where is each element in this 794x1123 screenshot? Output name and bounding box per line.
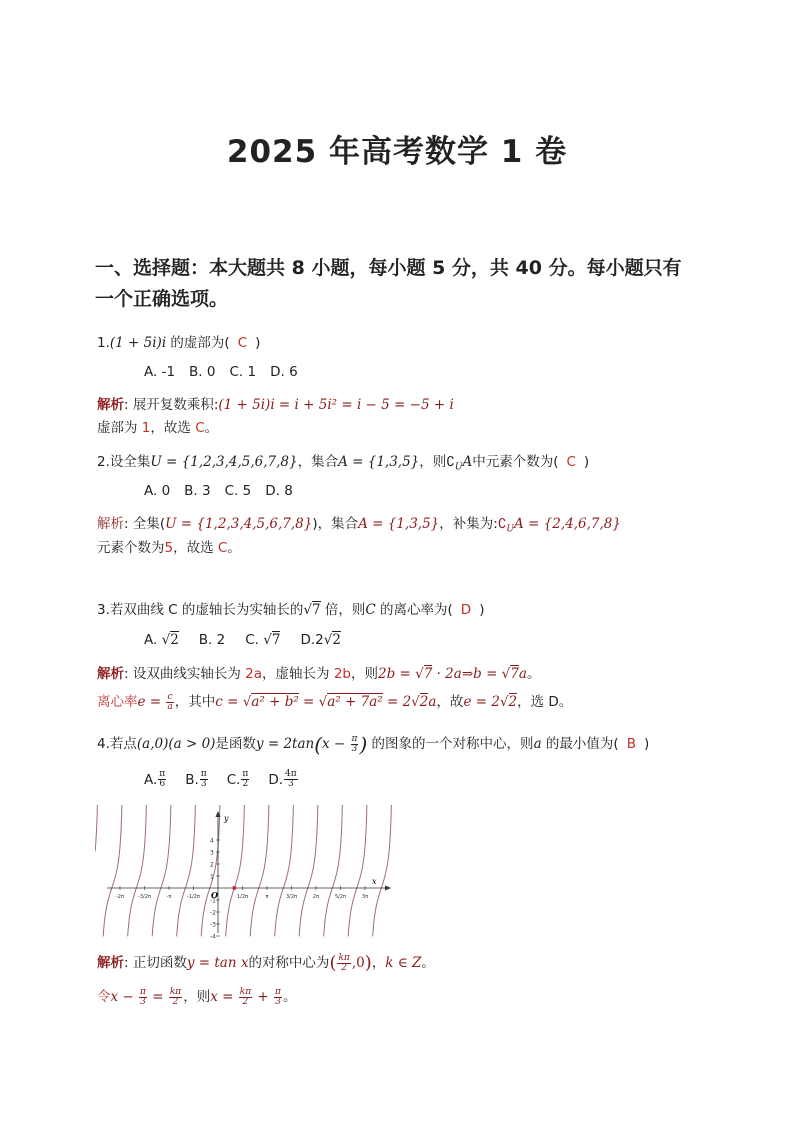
option-c: C. 5 [224,483,252,499]
x-tick-label: π [265,894,269,900]
tangent-branch [152,805,171,936]
answer-1: C [237,335,248,351]
y-tick-label: -3 [210,921,216,929]
option-c: C. √7 [245,632,281,648]
question-2-options [144,483,293,499]
x-axis-label: x [372,877,377,886]
option-d: D. $\frac{4\pi}{3}$ [268,769,297,789]
option-d: D. 8 [265,483,293,499]
x-tick-label: 3π [361,894,369,900]
y-tick-label: 3 [210,849,214,857]
origin-label: O [211,890,218,900]
solution-4: 解析: 正切函数y = tan x的对称中心为( $\frac{k\pi}{2}$ ,0)，k ∈ Z。 [97,952,435,974]
question-3-options [144,632,341,648]
answer-2: C [566,454,576,470]
x-tick-label: 3/2π [285,894,298,900]
tangent-branch [250,805,269,936]
x-tick-label: -π [166,894,172,900]
question-1-options [144,364,298,380]
option-d: D. 6 [270,364,298,380]
x-tick-label: 2π [312,894,320,900]
solution-4-line2: 令x − $\frac{\pi}{3}$ = $\frac{k\pi}{2}$ ，则x = $\frac{k\pi}{2}$ + $\frac{\pi}{3}$ 。 [97,987,297,1007]
solution-3-line2: 离心率e = $\frac{c}{a}$ ，其中c = √a² + b² = √a² + 7a² = 2√2a，故e = 2√2，选 D。 [97,691,573,712]
solution-3: 解析: 设双曲线实轴长为 2a，虚轴长为 2b，则2b = √7 · 2a⇒b = √7a。 [97,666,541,682]
question-1: 1.(1 + 5i)i 的虚部为( C ) [97,335,261,351]
tangent-branch [275,805,294,936]
tangent-curves [95,805,391,936]
symmetry-center-point [232,886,236,890]
answer-3: D [460,602,472,618]
tangent-branch [177,805,196,936]
page-title: 2025 年高考数学 1 卷 [226,134,568,170]
tangent-branch [95,805,97,852]
y-tick-label: 2 [210,861,214,869]
y-axis-label: y [224,814,229,823]
y-tick-label: 1 [210,873,214,881]
tangent-branch [299,805,318,936]
tangent-branch [324,805,343,936]
x-tick-label: 1/2π [236,894,249,900]
option-b: B. $\frac{\pi}{3}$ [185,769,207,789]
option-c: C. 1 [229,364,257,380]
tangent-branch [348,805,367,936]
y-tick-label: -2 [210,909,216,917]
option-a: A. 0 [144,483,171,499]
tangent-branch [226,805,245,936]
solution-2: 解析: 全集(U = {1,2,3,4,5,6,7,8})，集合A = {1,3,5}，补集为$:∁_UA = \{2,4,6,7,8\}$ [97,516,621,535]
option-a: A. √2 [144,632,179,648]
option-b: B. 2 [198,632,226,648]
solution-1-line2: 虚部为 1，故选 C。 [97,420,219,436]
y-tick-label: 4 [210,837,214,845]
question-4: 4.若点(a,0)(a > 0)是函数y = 2tan(x − $\frac{\pi}{3}$ ) 的图象的一个对称中心，则a 的最小值为( B ) [97,732,650,757]
question-2: 2.设全集U = {1,2,3,4,5,6,7,8}，集合A = {1,3,5}，则$∁_UA$中元素个数为( C ) [97,454,590,473]
section-heading-line1: 一、选择题：本大题共 8 小题，每小题 5 分，共 40 分。每小题只有 [95,257,682,279]
option-a: A. $\frac{\pi}{6}$ [144,769,166,789]
tangent-branch [373,805,392,936]
y-tick-label: -1 [210,897,216,905]
solution-2-line2: 元素个数为5，故选 C。 [97,540,241,556]
option-b: B. 3 [184,483,211,499]
tangent-branch [201,805,220,936]
question-4-options [144,770,299,789]
solution-1: 解析: 展开复数乘积:(1 + 5i)i = i + 5i² = i − 5 = −5 + i [97,397,454,413]
x-tick-label: -3/2π [138,894,151,900]
tangent-graph [95,803,400,938]
option-a: A. -1 [144,364,176,380]
option-c: C. $\frac{\pi}{2}$ [226,769,249,789]
x-tick-label: 5/2π [334,894,347,900]
x-tick-label: -1/2π [187,894,200,900]
option-d: D.2√2 [300,632,341,648]
x-tick-label: -2π [116,894,124,900]
option-b: B. 0 [189,364,216,380]
tangent-branch [103,805,122,936]
x-axis-arrow [385,886,391,891]
answer-4: B [626,736,636,752]
y-tick-label: -4 [210,933,216,938]
question-3: 3.若双曲线 C 的虚轴长为实轴长的√7 倍，则C 的离心率为( D ) [97,602,485,618]
tangent-branch [128,805,147,936]
section-heading-line2: 一个正确选项。 [95,288,229,310]
